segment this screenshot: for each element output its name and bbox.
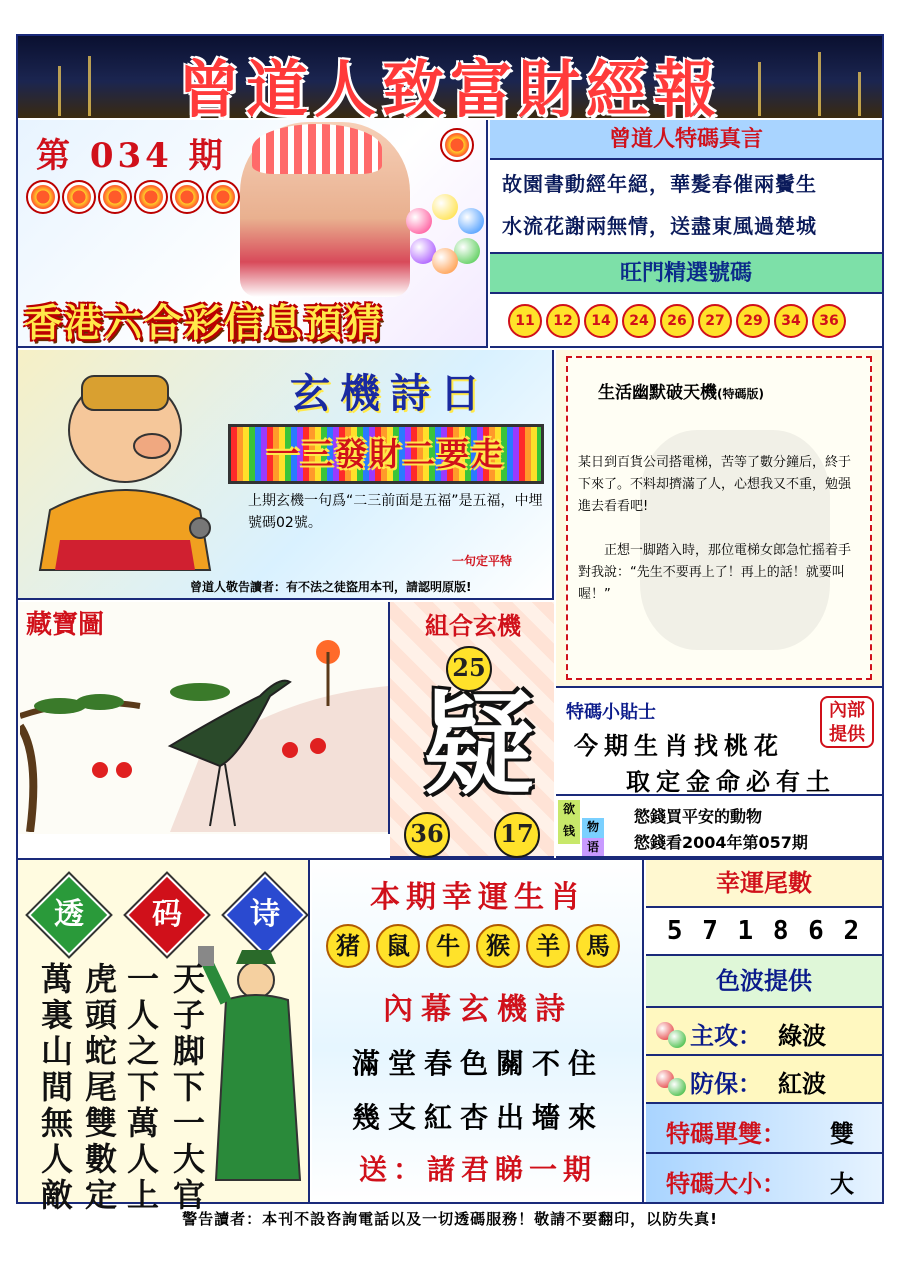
swirl-row <box>26 180 246 214</box>
crane-illustration <box>20 636 388 832</box>
footer-warning: 警告讀者：本刊不設咨詢電話以及一切透碼服務！敬請不要翻印，以防失真! <box>182 1210 718 1228</box>
hk-lottery-title: 香港六合彩信息預猜 <box>24 301 385 345</box>
lottery-balls-icon <box>406 194 486 274</box>
stamp-seal: 內部提供 <box>820 696 874 748</box>
green-ball-icon <box>668 1078 686 1096</box>
swirl-icon <box>98 180 132 214</box>
tou-char-1: 透 <box>54 897 84 932</box>
tail-digits: 5 7 1 8 6 2 <box>646 908 882 956</box>
riddle-line-2: 慾錢看2004年第057期 <box>634 833 808 852</box>
zodiac-animal: 猪 <box>326 924 370 968</box>
pick-number: 11 <box>508 304 542 338</box>
zodiac-animal: 馬 <box>576 924 620 968</box>
wave-header: 色波提供 <box>646 956 882 1008</box>
wave-def-value: 紅波 <box>778 1070 826 1098</box>
masthead-title: 曾道人致富財經報 <box>177 53 722 118</box>
masthead <box>18 36 882 118</box>
pick-number: 29 <box>736 304 770 338</box>
oddeven-label: 特碼單雙： <box>666 1120 786 1148</box>
combo-number-3: 17 <box>494 812 540 858</box>
scholar-illustration <box>196 940 306 1190</box>
pick-number: 27 <box>698 304 732 338</box>
tail-header: 幸運尾數 <box>646 860 882 908</box>
combo-title: 組合玄機 <box>425 612 521 640</box>
swirl-icon <box>62 180 96 214</box>
luck-poem-title: 內幕玄機詩 <box>383 992 573 1027</box>
zodiac-animal: 猴 <box>476 924 520 968</box>
pick-number: 12 <box>546 304 580 338</box>
pick-number: 26 <box>660 304 694 338</box>
tou-col-1: 天子脚下一大官 <box>168 962 206 1214</box>
tou-col-3: 虎頭蛇尾雙數定 <box>80 962 118 1214</box>
divider <box>490 346 882 348</box>
poem-banner-text: 一三發財二要走 <box>266 435 505 473</box>
riddle-tag: 物 <box>582 818 604 838</box>
tip-line-1: 今期生肖找桃花 <box>574 731 784 760</box>
bigsmall-row <box>646 1154 882 1202</box>
zodiac-animal: 羊 <box>526 924 570 968</box>
wave-def-row <box>646 1056 882 1104</box>
riddle-tag: 欲 <box>558 800 580 822</box>
combo-number-1: 25 <box>446 646 492 692</box>
girl-hat <box>252 124 382 174</box>
oddeven-value: 雙 <box>830 1120 854 1148</box>
humor-para-1: 某日到百貨公司搭電梯，苦等了數分鐘后，終于下來了。不料却擠滿了人，心想我又不重，勉强進去看看吧! <box>578 455 852 514</box>
swirl-icon <box>206 180 240 214</box>
poem-banner <box>228 424 544 484</box>
oddeven-row <box>646 1104 882 1154</box>
humor-title-text: 生活幽默破天機 <box>598 383 717 403</box>
zodiac-row <box>326 924 642 968</box>
prophecy-header: 曾道人特碼真言 <box>490 120 882 160</box>
tou-char-3: 诗 <box>250 897 280 932</box>
poem-tagline: 一句定平特 <box>452 554 513 568</box>
humor-title <box>598 378 764 403</box>
wave-main-label: 主攻： <box>690 1022 762 1050</box>
humor-para-2: 正想一脚踏入時，那位電梯女郎急忙摇着手對我說：“先生不要再上了！再上的話！就要叫喔！” <box>578 543 852 602</box>
wave-def-label: 防保： <box>690 1070 762 1098</box>
zodiac-animal: 鼠 <box>376 924 420 968</box>
pick-number: 14 <box>584 304 618 338</box>
tou-col-2: 一人之下萬人上 <box>122 962 160 1214</box>
luck-line-3: 送：諸君睇一期 <box>358 1153 597 1186</box>
swirl-icon <box>26 180 60 214</box>
treasure-title: 藏寶圖 <box>26 610 105 640</box>
riddle-tag: 语 <box>582 838 604 856</box>
riddle-tags <box>558 800 620 856</box>
luck-line-1: 滿堂春色關不住 <box>351 1047 604 1080</box>
poem-title: 玄機詩日 <box>290 371 490 417</box>
tip-line-2: 取定金命必有土 <box>626 767 836 796</box>
poem-body: 上期玄機一句爲“二三前面是五福”是五福，中埋號碼02號。 <box>248 493 543 531</box>
prophecy-line-2: 水流花謝兩無情，送盡東風過楚城 <box>502 214 817 238</box>
zodiac-animal: 牛 <box>426 924 470 968</box>
swirl-icon <box>170 180 204 214</box>
pick-number: 24 <box>622 304 656 338</box>
tou-char-2: 码 <box>152 897 182 932</box>
humor-title-note: (特碼版) <box>717 387 764 401</box>
picks-header: 旺門精選號碼 <box>490 252 882 294</box>
pick-number: 36 <box>812 304 846 338</box>
luck-line-2: 幾支紅杏出墻來 <box>351 1101 604 1134</box>
prophecy-line-1: 故園書動經年絕，華髮春催兩鬢生 <box>502 172 817 196</box>
bigsmall-value: 大 <box>830 1170 854 1198</box>
luck-title: 本期幸運生肖 <box>370 880 586 915</box>
combo-big-char: 疑 <box>424 680 534 809</box>
green-ball-icon <box>668 1030 686 1048</box>
issue-number: 第 034 期 <box>36 136 227 176</box>
tou-col-4: 萬裏山間無人敵 <box>36 962 74 1214</box>
bigsmall-label: 特碼大小： <box>666 1170 786 1198</box>
swirl-icon <box>134 180 168 214</box>
tip-title: 特碼小貼士 <box>566 702 656 723</box>
old-man-illustration <box>30 360 220 580</box>
wave-main-row <box>646 1008 882 1056</box>
pick-number: 34 <box>774 304 808 338</box>
swirl-icon <box>440 128 474 162</box>
poem-warning: 曾道人敬告讀者：有不法之徒盜用本刊，請認明原版! <box>190 580 472 594</box>
picks-row <box>508 304 880 340</box>
combo-number-2: 36 <box>404 812 450 858</box>
wave-main-value: 綠波 <box>778 1022 826 1050</box>
riddle-line-1: 慾錢買平安的動物 <box>634 807 763 826</box>
riddle-tag: 钱 <box>558 822 580 844</box>
